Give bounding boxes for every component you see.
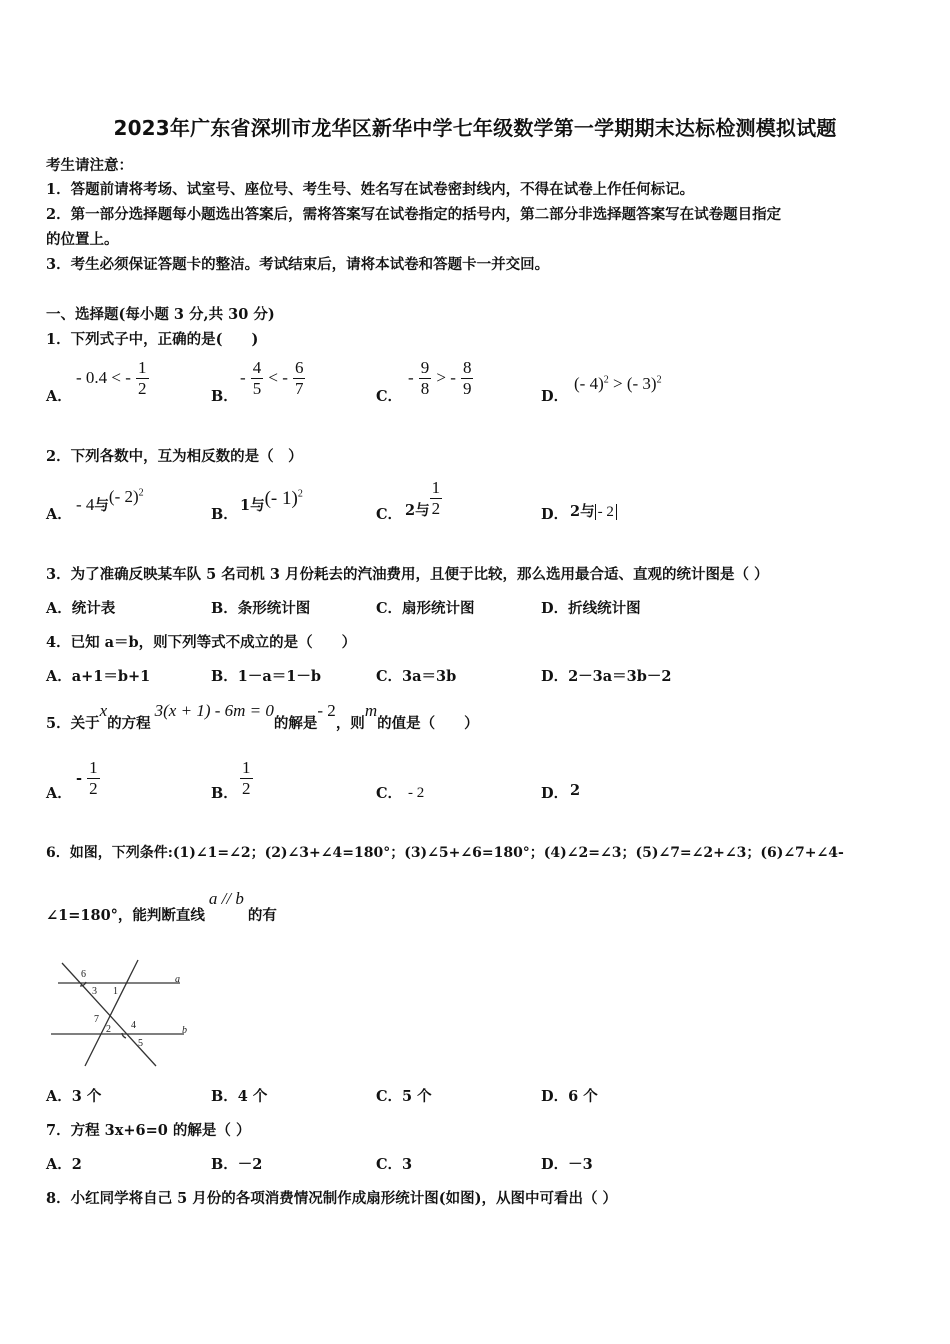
figure-label: 6 [81, 969, 86, 980]
option: C．5 个 [376, 1088, 432, 1105]
option: B．1－a＝1－b [211, 668, 321, 685]
option: B．条形统计图 [211, 600, 311, 617]
math-text: 1 [240, 497, 251, 514]
with-text: 与 [250, 497, 265, 514]
notice-item: 3．考生必须保证答题卡的整洁。考试结束后，请将本试卷和答题卡一并交回。 [46, 256, 550, 273]
option-label: D． [541, 388, 569, 405]
fraction: $\frac{1}{2}$ [242, 758, 251, 798]
option-label: B． [211, 506, 238, 523]
section-header: 一、选择题(每小题 3 分,共 30 分) [46, 306, 275, 323]
option-label: C． [376, 785, 403, 802]
math-text: > - [436, 368, 456, 387]
math-text: - 4 [76, 495, 95, 514]
question-7-stem: 7．方程 3x+6=0 的解是（ ） [46, 1122, 251, 1139]
q2-option-b-expr [240, 488, 303, 516]
option: B．4 个 [211, 1088, 268, 1105]
q5-option-a-expr [76, 758, 100, 799]
notice-header: 考生请注意： [46, 157, 133, 174]
figure-label: b [182, 1025, 187, 1036]
question-8-stem: 8．小红同学将自己 5 月份的各项消费情况制作成扇形统计图(如图)，从图中可看出（ ） [46, 1190, 618, 1207]
option-label: C． [376, 506, 403, 523]
fraction: $\frac{4}{5}$ [252, 358, 262, 398]
math-text: (- 1)$^2$ [264, 488, 303, 509]
fraction: $\frac{8}{9}$ [462, 358, 472, 398]
option-label: A． [46, 506, 72, 523]
math-text: (- 2)$^2$ [108, 487, 144, 506]
option: D．6 个 [541, 1088, 598, 1105]
math-text: - 2 [595, 504, 617, 520]
option-label: A． [46, 388, 72, 405]
figure-label: 7 [94, 1014, 99, 1025]
q1-option-d-expr: (- 4)$^2$ > (- 3)$^2$ [574, 374, 662, 393]
figure-label: 2 [106, 1024, 111, 1035]
q1-option-b-expr [240, 358, 305, 399]
math-text: - 0.4 < - [76, 368, 131, 387]
q2-option-c-expr [405, 478, 442, 519]
transversal-1 [62, 963, 156, 1066]
q5-option-c-expr: - 2 [408, 785, 425, 801]
option: A．统计表 [46, 600, 116, 617]
question-2-stem: 2．下列各数中，互为相反数的是（ ） [46, 448, 303, 465]
option-label: D． [541, 785, 569, 802]
option: C．3 [376, 1156, 413, 1173]
parallel-lines-figure [48, 958, 193, 1070]
option-label: A． [46, 785, 72, 802]
option-label: C． [376, 388, 403, 405]
option: C．3a＝3b [376, 668, 457, 685]
question-4-stem: 4．已知 a＝b，则下列等式不成立的是（ ） [46, 634, 357, 651]
figure-label: 3 [92, 986, 97, 997]
option: B．－2 [211, 1156, 263, 1173]
transversal-2 [85, 960, 138, 1066]
notice-item: 1．答题前请将考场、试室号、座位号、考生号、姓名写在试卷密封线内，不得在试卷上作任何标记。 [46, 181, 695, 198]
question-6-stem-cont: ∠1=180°，能判断直线a // b的有 [46, 889, 277, 924]
question-3-stem: 3．为了准确反映某车队 5 名司机 3 月份耗去的汽油费用，且便于比较，那么选用最合适、直观的统计图是（ ） [46, 566, 769, 583]
figure-label: 4 [131, 1020, 136, 1031]
option: A．2 [46, 1156, 82, 1173]
with-text: 与 [94, 497, 109, 514]
q2-option-a-expr [76, 487, 144, 515]
page-title: 2023年广东省深圳市龙华区新华中学七年级数学第一学期期末达标检测模拟试题 [113, 116, 837, 140]
fraction: $\frac{1}{2}$ [431, 478, 441, 518]
option-label: B． [211, 388, 238, 405]
figure-label: 1 [113, 986, 118, 997]
question-5-stem: 5．关于x的方程3(x + 1) - 6m = 0的解是- 2，则m的值是（ ） [46, 701, 479, 732]
option: D．折线统计图 [541, 600, 641, 617]
q2-option-d-expr [570, 500, 617, 521]
q5-option-b-expr [240, 758, 253, 799]
question-6-stem: 6．如图，下列条件:(1)∠1=∠2；(2)∠3+∠4=180°；(3)∠5+∠6=180°；(4)∠2=∠3；(5)∠7=∠2+∠3；(6)∠7+∠4- [46, 845, 844, 861]
option: D．－3 [541, 1156, 593, 1173]
with-text: 与 [580, 503, 595, 520]
notice-item: 的位置上。 [46, 231, 119, 248]
figure-label: a [175, 974, 180, 985]
with-text: 与 [415, 502, 430, 519]
option: D．2－3a＝3b－2 [541, 668, 672, 685]
math-text: - [76, 770, 83, 787]
math-text: 2 [570, 503, 581, 520]
q1-option-c-expr [408, 358, 473, 399]
fraction: $\frac{1}{2}$ [89, 758, 98, 798]
option: A．a+1＝b+1 [46, 668, 151, 685]
fraction: $\frac{9}{8}$ [420, 358, 430, 398]
notice-item: 2．第一部分选择题每小题选出答案后，需将答案写在试卷指定的括号内，第二部分非选择题答案写在试卷题目指定 [46, 206, 782, 223]
q1-option-a-expr [76, 358, 149, 399]
figure-label: 5 [138, 1038, 143, 1049]
math-text: - [240, 368, 246, 387]
option-label: B． [211, 785, 238, 802]
math-text: 2 [405, 502, 416, 519]
q5-option-d-expr: 2 [570, 782, 581, 799]
fraction: $\frac{6}{7}$ [294, 358, 304, 398]
question-1-stem: 1．下列式子中，正确的是( ) [46, 331, 259, 348]
math-text: < - [268, 368, 288, 387]
option: A．3 个 [46, 1088, 102, 1105]
option: C．扇形统计图 [376, 600, 475, 617]
fraction: $\frac{1}{2}$ [138, 358, 147, 398]
option-label: D． [541, 506, 569, 523]
math-text: - [408, 368, 414, 387]
